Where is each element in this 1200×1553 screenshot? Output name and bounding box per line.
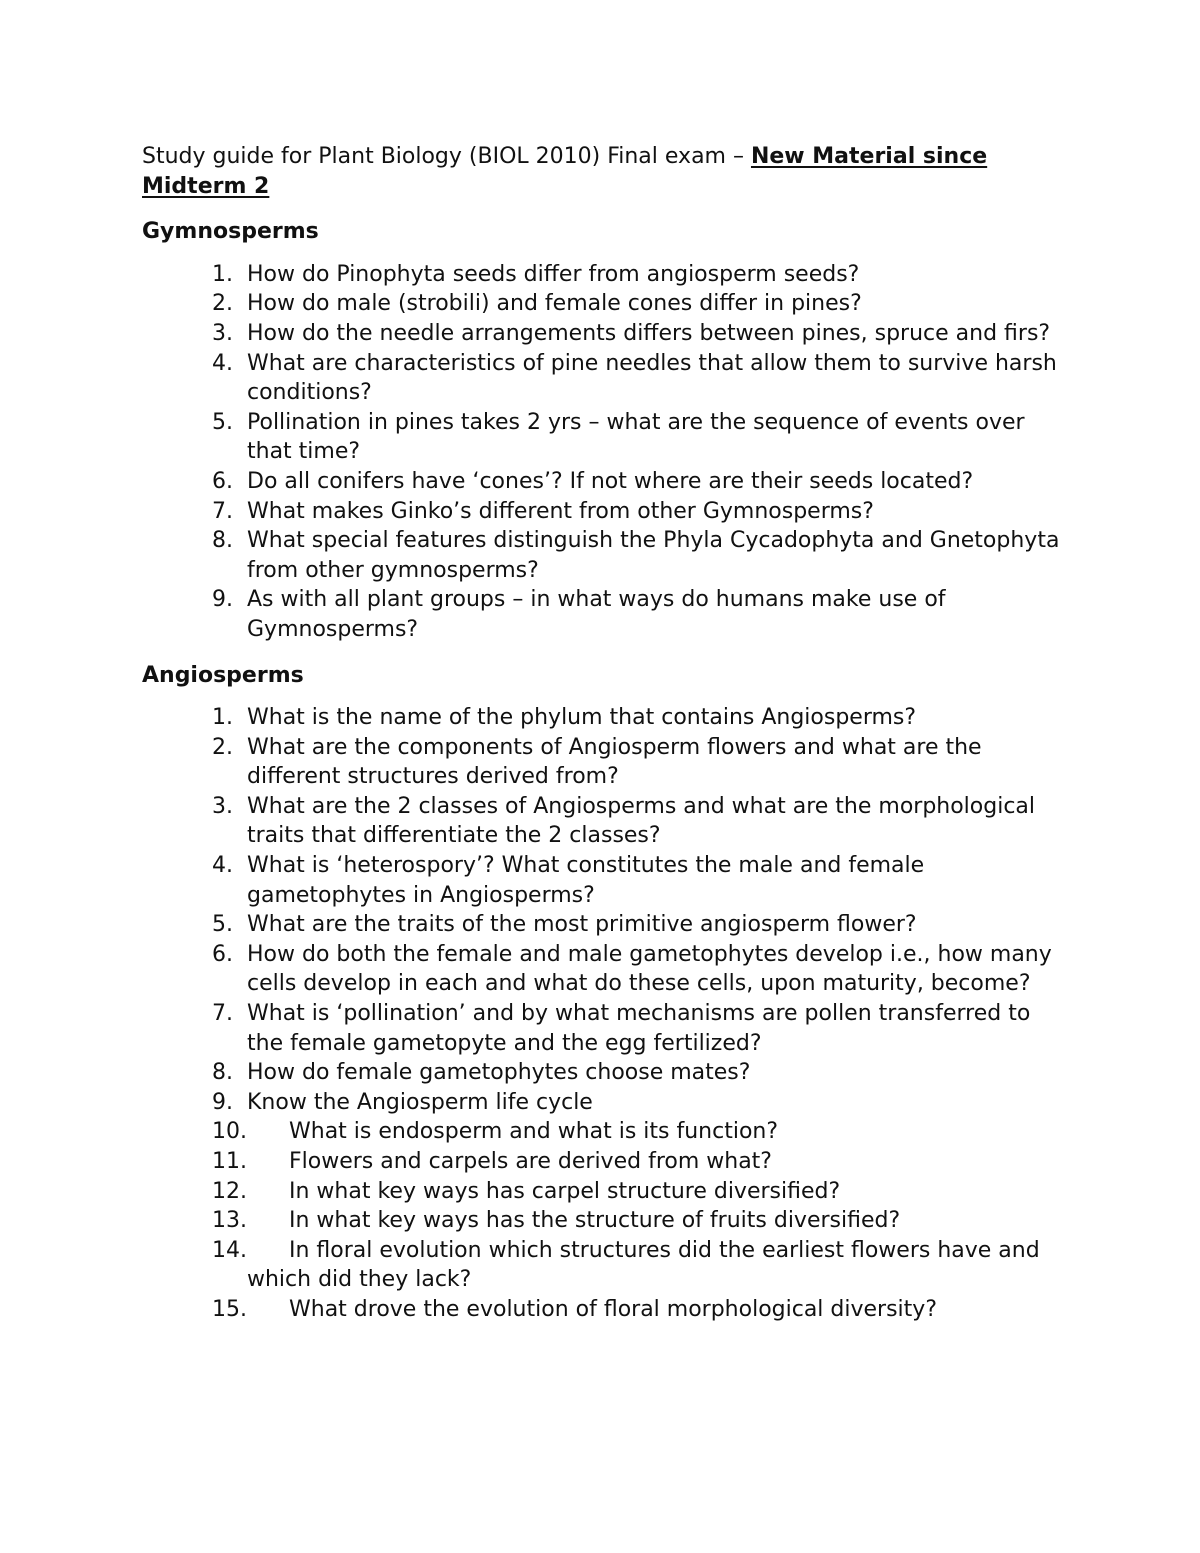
question-text: In floral evolution which structures did the earliest flowers have and which did they lack? bbox=[247, 1237, 1040, 1293]
question-number: 2. bbox=[212, 291, 233, 317]
question-item bbox=[142, 1147, 1062, 1177]
question-item bbox=[142, 467, 1062, 497]
question-text: How do female gametophytes choose mates? bbox=[247, 1060, 751, 1086]
question-text: In what key ways has the structure of fruits diversified? bbox=[289, 1208, 901, 1234]
question-item bbox=[142, 526, 1062, 585]
question-item bbox=[142, 1117, 1062, 1147]
question-text: How do Pinophyta seeds differ from angiosperm seeds? bbox=[247, 261, 860, 287]
question-item bbox=[142, 1206, 1062, 1236]
question-number: 13. bbox=[212, 1208, 247, 1234]
question-text: How do both the female and male gametophytes develop i.e., how many cells develop in each and what do these cells, upon maturity, become? bbox=[247, 941, 1052, 997]
question-text: Pollination in pines takes 2 yrs – what are the sequence of events over that time? bbox=[247, 409, 1025, 465]
question-text: How do male (strobili) and female cones differ in pines? bbox=[247, 291, 862, 317]
question-item bbox=[142, 703, 1062, 733]
question-number: 7. bbox=[212, 1001, 233, 1027]
question-number: 8. bbox=[212, 1060, 233, 1086]
question-number: 5. bbox=[212, 409, 233, 435]
question-number: 8. bbox=[212, 528, 233, 554]
section-heading-angiosperms: Angiosperms bbox=[142, 662, 304, 688]
question-text: What is ‘pollination’ and by what mechanisms are pollen transferred to the female gametopyte and the egg fertilized? bbox=[247, 1001, 1031, 1056]
question-item bbox=[142, 940, 1062, 999]
question-item bbox=[142, 1295, 1062, 1325]
document-title bbox=[142, 142, 1062, 201]
question-item bbox=[142, 1088, 1062, 1118]
question-number: 15. bbox=[212, 1296, 247, 1322]
question-number: 10. bbox=[212, 1119, 247, 1145]
question-text: As with all plant groups – in what ways do humans make use of Gymnosperms? bbox=[247, 587, 946, 642]
question-item bbox=[142, 851, 1062, 910]
question-number: 3. bbox=[212, 320, 233, 346]
question-number: 1. bbox=[212, 705, 233, 731]
question-number: 3. bbox=[212, 793, 233, 819]
section-heading-gymnosperms: Gymnosperms bbox=[142, 219, 319, 245]
question-number: 2. bbox=[212, 734, 233, 760]
question-item bbox=[142, 1058, 1062, 1088]
question-number: 1. bbox=[212, 261, 233, 287]
question-text: What special features distinguish the Phyla Cycadophyta and Gnetophyta from other gymnosperms? bbox=[247, 528, 1060, 583]
question-text: What are characteristics of pine needles that allow them to survive harsh conditions? bbox=[247, 350, 1057, 406]
question-number: 4. bbox=[212, 853, 233, 879]
question-item bbox=[142, 260, 1062, 290]
question-item bbox=[142, 497, 1062, 527]
question-item bbox=[142, 733, 1062, 792]
question-text: What is the name of the phylum that contains Angiosperms? bbox=[247, 705, 917, 731]
question-number: 6. bbox=[212, 468, 233, 494]
question-item bbox=[142, 1177, 1062, 1207]
angiosperms-question-list bbox=[142, 703, 1062, 1324]
gymnosperms-question-list bbox=[142, 260, 1062, 645]
question-item bbox=[142, 319, 1062, 349]
question-number: 9. bbox=[212, 587, 233, 613]
question-text: In what key ways has carpel structure diversified? bbox=[289, 1178, 841, 1204]
question-text: What are the components of Angiosperm flowers and what are the different structures derived from? bbox=[247, 734, 982, 790]
question-text: Flowers and carpels are derived from what? bbox=[289, 1149, 772, 1174]
question-text: What makes Ginko’s different from other Gymnosperms? bbox=[247, 498, 874, 524]
document-page bbox=[142, 142, 1062, 1325]
title-prefix: Study guide for Plant Biology (BIOL 2010) Final exam – bbox=[142, 144, 751, 169]
question-number: 9. bbox=[212, 1089, 233, 1115]
question-item bbox=[142, 999, 1062, 1058]
question-item bbox=[142, 585, 1062, 644]
question-number: 4. bbox=[212, 350, 233, 376]
question-text: How do the needle arrangements differs between pines, spruce and firs? bbox=[247, 320, 1051, 346]
question-number: 12. bbox=[212, 1178, 247, 1204]
question-text: Know the Angiosperm life cycle bbox=[247, 1089, 593, 1115]
question-text: What are the 2 classes of Angiosperms and what are the morphological traits that differentiate the 2 classes? bbox=[247, 793, 1036, 849]
question-item bbox=[142, 349, 1062, 408]
question-number: 11. bbox=[212, 1149, 247, 1174]
question-text: What is ‘heterospory’? What constitutes the male and female gametophytes in Angiosperms? bbox=[247, 853, 925, 908]
question-number: 14. bbox=[212, 1237, 247, 1263]
question-text: Do all conifers have ‘cones’? If not where are their seeds located? bbox=[247, 468, 974, 494]
question-item bbox=[142, 289, 1062, 319]
question-number: 6. bbox=[212, 941, 233, 967]
question-text: What drove the evolution of floral morphological diversity? bbox=[289, 1296, 937, 1322]
title-emphasis: New Material since Midterm 2 bbox=[142, 144, 988, 199]
question-number: 7. bbox=[212, 498, 233, 524]
question-item bbox=[142, 408, 1062, 467]
question-text: What is endosperm and what is its function? bbox=[289, 1119, 779, 1145]
question-item bbox=[142, 792, 1062, 851]
question-text: What are the traits of the most primitive angiosperm flower? bbox=[247, 912, 917, 938]
question-item bbox=[142, 1236, 1062, 1295]
question-item bbox=[142, 910, 1062, 940]
question-number: 5. bbox=[212, 912, 233, 938]
